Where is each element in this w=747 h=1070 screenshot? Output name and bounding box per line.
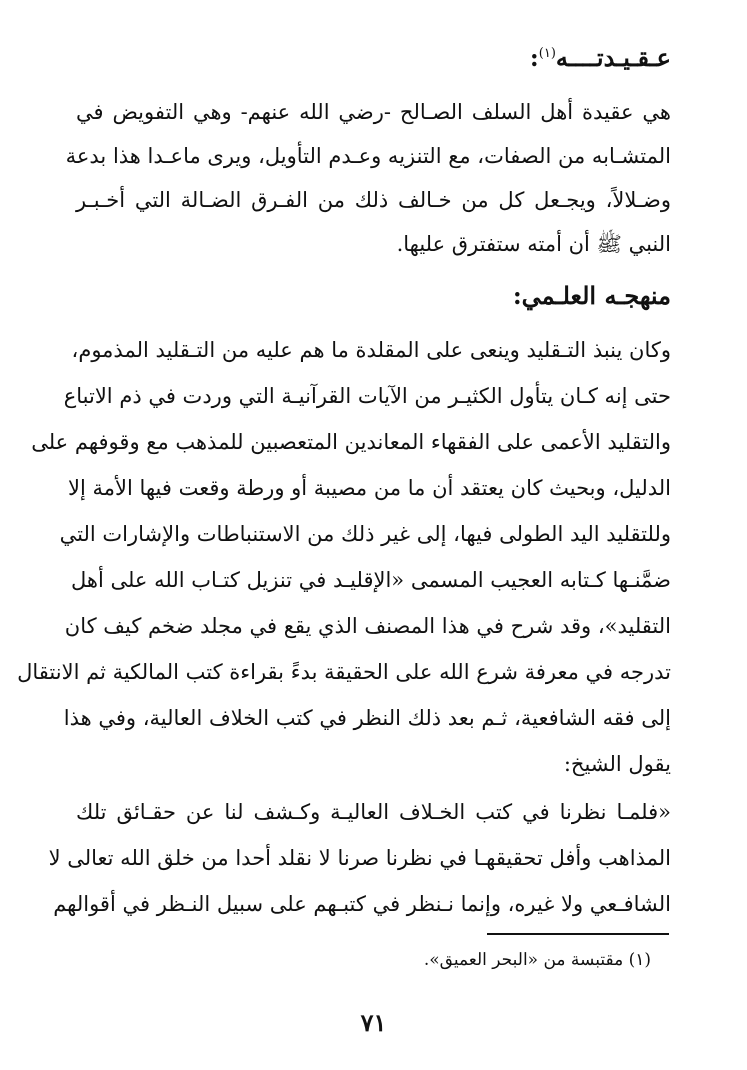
heading-text: عـقـيـدتــــه — [555, 43, 671, 72]
text-line: والتقليد الأعمى على الفقهاء المعاندين المتعصبين للمذهب مع وقوفهم على — [31, 430, 671, 454]
text-line: النبي ﷺ أن أمته ستفترق عليها. — [396, 232, 671, 256]
text-line: حتى إنه كـان يتأول الكثيـر من الآيات القرآنيـة التي وردت في ذم الاتباع — [63, 384, 671, 408]
section-heading-method: منهجـه العلـمي: — [512, 281, 671, 310]
text-line: وللتقليد اليد الطولى فيها، إلى غير ذلك من الاستنباطات والإشارات التي — [59, 522, 671, 546]
text-line: الدليل، وبحيث كان يعتقد أن ما من مصيبة أو ورطة وقعت فيها الأمة إلا — [67, 476, 671, 500]
footnote: (١) مقتبسة من «البحر العميق». — [423, 950, 651, 970]
quote-line: المذاهب وأفل تحقيقهـا في نظرنا صرنا لا نقلد أحدا من خلق الله تعالى لا — [48, 846, 671, 870]
section-heading-belief: عـقـيـدتــــه$^{(١)}$: — [529, 43, 671, 72]
quote-line: «فلمـا نظرنا في كتب الخـلاف العاليـة وكـشف لنا عن حقـائق تلك — [76, 800, 671, 824]
footnote-marker: (١) — [538, 46, 556, 61]
text-line: ضمَّنـها كـتابه العجيب المسمى «الإقليـد في تنزيل كتـاب الله على أهل — [70, 568, 671, 592]
text-line: إلى فقه الشافعية، ثـم بعد ذلك النظر في كتب الخلاف العالية، وفي هذا — [63, 706, 671, 730]
text-line: وضـلالاً، ويجـعل كل من خـالف ذلك من الفـرق الضـالة التي أخـبـر — [76, 188, 671, 212]
text-line: يقول الشيخ: — [563, 752, 671, 776]
text-line: وكان ينبذ التـقليد وينعى على المقلدة ما هم عليه من التـقليد المذموم، — [71, 338, 671, 362]
text-line: التقليد»، وقد شرح في هذا المصنف الذي يقع في مجلد ضخم كيف كان — [64, 614, 671, 638]
text-line: هي عقيدة أهل السلف الصـالح -رضي الله عنهم- وهي التفويض في — [76, 100, 671, 124]
footnote-divider — [487, 933, 669, 935]
text-line: تدرجه في معرفة شرع الله على الحقيقة بدءً بقراءة كتب المالكية ثم الانتقال — [17, 660, 671, 684]
text-line: المتشـابه من الصفات، مع التنزيه وعـدم التأويل، ويرى ماعـدا هذا بدعة — [65, 144, 671, 168]
quote-line: الشافـعي ولا غيره، وإنما نـنظر في كتبـهم على سبيل النـظر في أقوالهم — [53, 892, 671, 916]
page-number: ٧١ — [360, 1008, 387, 1037]
